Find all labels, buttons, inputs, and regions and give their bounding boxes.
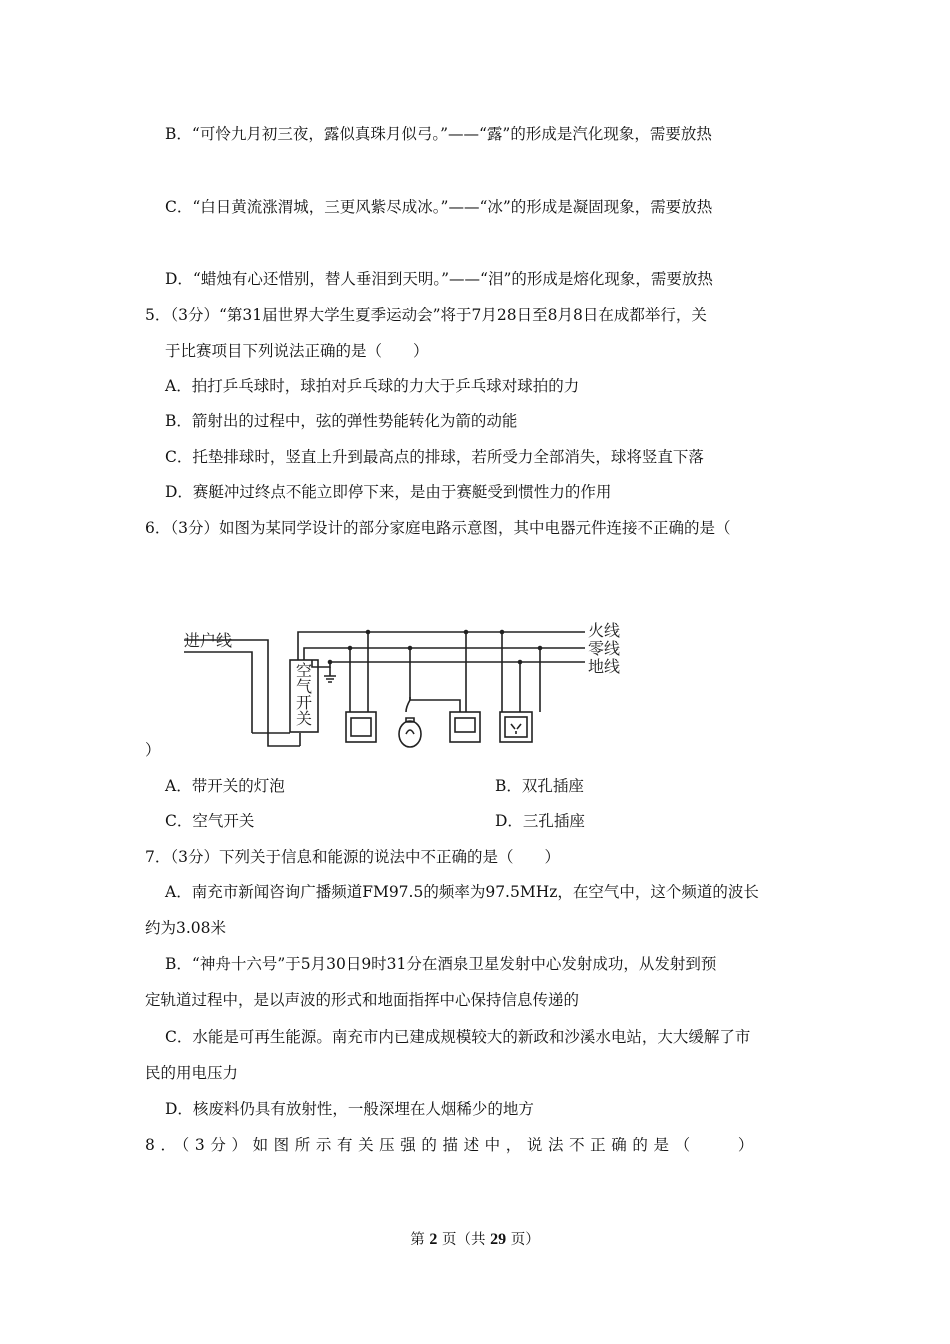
q5-stem-line1: 5．（3分）“第31届世界大学生夏季运动会”将于7月28日至8月8日在成都举行，关 (145, 306, 707, 324)
label-breaker-char-2: 气 (296, 677, 313, 696)
label-breaker-char-1: 空 (296, 661, 313, 680)
ground-symbol (324, 676, 336, 682)
light-bulb (399, 721, 421, 747)
label-neutral-wire: 零线 (588, 639, 621, 658)
footer-total-pages: 29 (490, 1231, 507, 1248)
q6-option-d: D．三孔插座 (495, 812, 585, 830)
q6-stem: 6．（3分）如图为某同学设计的部分家庭电路示意图，其中电器元件连接不正确的是（ (145, 519, 731, 537)
q6-option-c: C．空气开关 (165, 812, 255, 830)
q6-close-paren: ） (145, 741, 161, 759)
footer-middle: 页（共 (437, 1232, 491, 1248)
q4-option-c: C．“白日黄流涨渭城，三更风紫尽成冰。”——“冰”的形成是凝固现象，需要放热 (165, 198, 713, 216)
footer-page-number: 2 (429, 1231, 438, 1248)
household-circuit-diagram (180, 612, 640, 752)
earth-wire (312, 660, 585, 667)
q8-stem: 8．（3分）如图所示有关压强的描述中，说法不正确的是（ ） (145, 1136, 759, 1154)
q7-option-d: D．核废料仍具有放射性，一般深埋在人烟稀少的地方 (165, 1100, 534, 1118)
label-breaker-char-4: 关 (296, 709, 313, 728)
q5-option-d: D．赛艇冲过终点不能立即停下来，是由于赛艇受到惯性力的作用 (165, 483, 612, 501)
footer-suffix: 页） (506, 1232, 540, 1248)
q7-option-b-line1: B．“神舟十六号”于5月30日9时31分在酒泉卫星发射中心发射成功，从发射到预 (165, 955, 717, 973)
q7-option-c-line1: C．水能是可再生能源。南充市内已建成规模较大的新政和沙溪水电站，大大缓解了市 (165, 1028, 751, 1046)
live-wire (298, 632, 585, 660)
q5-stem-line2: 于比赛项目下列说法正确的是（ ） (165, 342, 429, 360)
incoming-wire-1b (184, 652, 252, 733)
incoming-wire-1 (184, 640, 300, 746)
q6-option-a: A．带开关的灯泡 (165, 777, 285, 795)
q6-option-b: B．双孔插座 (495, 777, 584, 795)
q5-option-b: B．箭射出的过程中，弦的弹性势能转化为箭的动能 (165, 412, 518, 430)
page-footer (0, 1228, 950, 1249)
label-live-wire: 火线 (588, 621, 621, 640)
q4-option-d: D．“蜡烛有心还惜别，替人垂泪到天明。”——“泪”的形成是熔化现象，需要放热 (165, 270, 713, 288)
q7-option-c-line2: 民的用电压力 (145, 1064, 239, 1082)
q7-option-a-line1: A．南充市新闻咨询广播频道FM97.5的频率为97.5MHz，在空气中，这个频道的波长 (165, 883, 759, 901)
q5-option-a: A．拍打乒乓球时，球拍对乒乓球的力大于乒乓球对球拍的力 (165, 377, 580, 395)
label-breaker-char-3: 开 (296, 693, 313, 712)
label-earth-wire: 地线 (588, 657, 621, 676)
q4-option-b: B．“可怜九月初三夜，露似真珠月似弓。”——“露”的形成是汽化现象，需要放热 (165, 125, 712, 143)
label-incoming-line: 进户线 (184, 631, 233, 650)
q7-stem: 7．（3分）下列关于信息和能源的说法中不正确的是（ ） (145, 848, 560, 866)
neutral-wire (304, 648, 585, 660)
footer-prefix: 第 (410, 1232, 430, 1248)
q5-option-c: C．托垫排球时，竖直上升到最高点的排球，若所受力全部消失，球将竖直下落 (165, 448, 704, 466)
q7-option-a-line2: 约为3.08米 (145, 919, 227, 937)
q7-option-b-line2: 定轨道过程中，是以声波的形式和地面指挥中心保持信息传递的 (145, 991, 580, 1009)
